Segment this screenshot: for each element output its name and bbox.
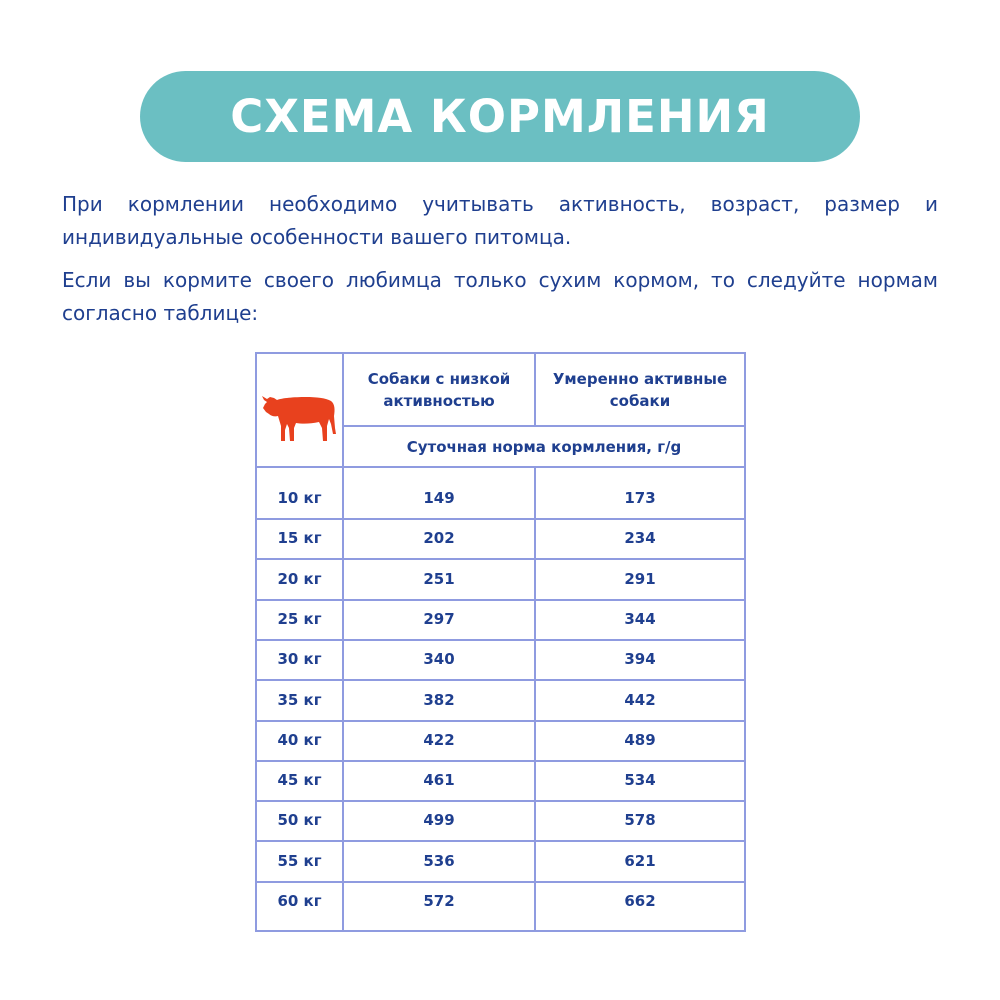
row-moderate-activity-value: 173 [624, 489, 656, 507]
row-moderate-activity-value: 234 [624, 529, 656, 548]
row-moderate-activity-value: 442 [624, 690, 656, 709]
row-moderate-activity-value: 662 [624, 892, 656, 910]
row-weight: 30 кг [277, 650, 322, 669]
row-moderate-activity-value: 489 [624, 730, 656, 749]
row-weight: 55 кг [277, 851, 322, 870]
header-low-activity: Собаки с низкой активностью [367, 369, 511, 410]
page-title: СХЕМА КОРМЛЕНИЯ [230, 90, 770, 143]
row-weight: 50 кг [277, 811, 322, 830]
row-low-activity-value: 422 [423, 730, 455, 749]
row-low-activity-value: 202 [423, 529, 455, 548]
row-weight: 15 кг [277, 529, 322, 548]
row-low-activity-value: 382 [423, 690, 455, 709]
row-low-activity-value: 572 [423, 892, 455, 910]
title-banner [140, 71, 860, 162]
row-low-activity-value: 149 [423, 489, 455, 507]
daily-norm-header: Суточная норма кормления, г/g [406, 437, 682, 456]
row-moderate-activity-value: 394 [624, 650, 656, 669]
cow-icon [258, 386, 340, 446]
row-low-activity-value: 536 [423, 851, 455, 870]
table-divider-h-subheader [255, 466, 746, 468]
row-moderate-activity-value: 291 [624, 569, 656, 588]
row-weight: 35 кг [277, 690, 322, 709]
row-moderate-activity-value: 534 [624, 771, 656, 790]
row-moderate-activity-value: 578 [624, 811, 656, 830]
header-moderate-activity: Умеренно активные собаки [552, 369, 728, 410]
row-moderate-activity-value: 344 [624, 609, 656, 628]
row-low-activity-value: 297 [423, 609, 455, 628]
row-low-activity-value: 499 [423, 811, 455, 830]
row-weight: 45 кг [277, 771, 322, 790]
instruction-paragraph: Если вы кормите своего любимца только сухим кормом, то следуйте нормам согласно таблице: [62, 268, 938, 325]
row-moderate-activity-value: 621 [624, 851, 656, 870]
row-low-activity-value: 251 [423, 569, 455, 588]
row-weight: 25 кг [277, 609, 322, 628]
row-low-activity-value: 340 [423, 650, 455, 669]
row-low-activity-value: 461 [423, 771, 455, 790]
intro-paragraph: При кормлении необходимо учитывать активность, возраст, размер и индивидуальные особенности вашего питомца. [62, 192, 938, 249]
row-weight: 20 кг [277, 569, 322, 588]
row-weight: 10 кг [277, 489, 322, 507]
row-weight: 40 кг [277, 730, 322, 749]
row-weight: 60 кг [277, 892, 322, 910]
